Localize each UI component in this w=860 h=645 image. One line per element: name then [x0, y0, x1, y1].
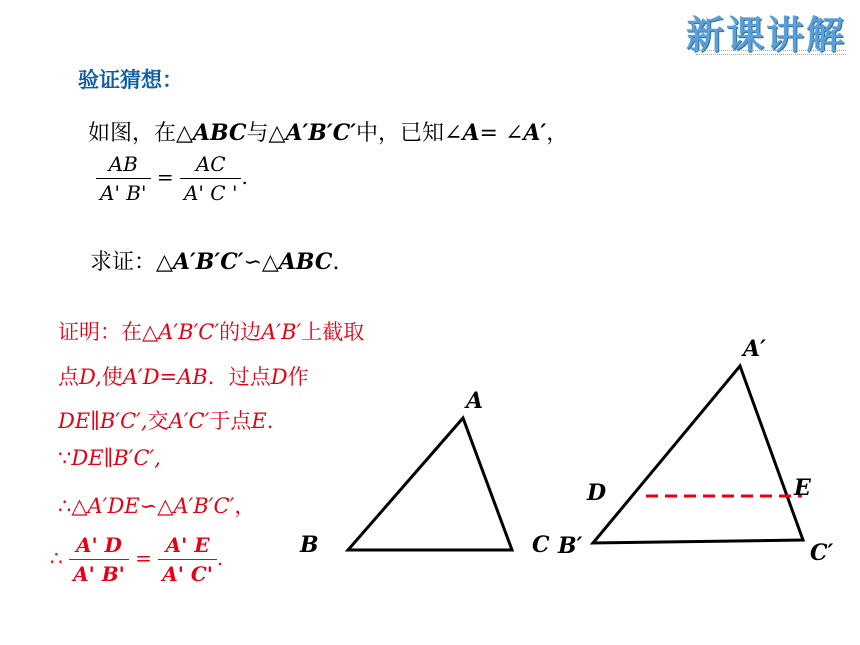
proof-term: A′B′C′ [158, 320, 220, 344]
label-big-d: D [587, 480, 607, 506]
similar-symbol: ∽△ [243, 250, 279, 275]
proof-term: DE∥B′C′, [58, 409, 148, 433]
given-text: 中，已知∠ [356, 121, 463, 146]
given-text: 与△ [246, 121, 286, 146]
fraction-numerator: AB [108, 152, 138, 176]
label-big-e: E [794, 475, 811, 501]
proof-term: D [270, 365, 288, 389]
triangle-abc: ABC [192, 120, 247, 146]
proof-term: A′B′ [261, 320, 302, 344]
angle-a-prime: A′ [523, 120, 547, 146]
proof-text: 点 [58, 365, 79, 389]
fraction-numerator: A' D [75, 533, 122, 557]
proof-text: 证明：在△ [58, 320, 159, 344]
given-text: = ∠ [479, 121, 524, 146]
label-small-c: C [532, 532, 550, 558]
period: . [216, 546, 224, 570]
proof-term: A′DE [87, 494, 140, 518]
proof-term: D, [79, 365, 102, 389]
fraction-numerator: A' E [165, 533, 210, 557]
banner-title: 新课讲解 [685, 13, 846, 57]
equals-sign: = [135, 546, 152, 570]
fraction-denominator: A' B' [69, 559, 129, 586]
proof-text: 交 [147, 409, 169, 433]
equals-sign: = [156, 165, 174, 189]
label-small-b: B [300, 532, 319, 558]
proof-text: 的边 [219, 320, 262, 344]
triangle-a-prime: A′B′C′ [285, 120, 357, 146]
fraction-numerator: AC [195, 152, 226, 176]
prove-text: 求证：△ [90, 250, 173, 275]
small-triangle-abc [348, 418, 512, 550]
given-text: ， [546, 121, 569, 146]
proof-term: A′D=AB [122, 365, 208, 389]
label-small-a: A [466, 388, 484, 414]
proof-text: ．过点 [207, 365, 271, 389]
proof-term: A′B′C′ [173, 494, 235, 518]
proof-term: DE∥B′C′, [71, 446, 161, 470]
proof-text: 使 [101, 365, 123, 389]
label-big-c: C′ [810, 540, 834, 566]
similar-symbol: ∽△ [139, 494, 174, 518]
triangle-abc: ABC [278, 249, 333, 275]
given-text: 如图，在△ [88, 121, 193, 146]
proof-term: A′C′ [168, 409, 210, 433]
triangle-a-prime: A′B′C′ [172, 249, 244, 275]
therefore-symbol: ∴ [50, 546, 63, 570]
proof-term: E. [251, 409, 274, 433]
fraction-denominator: A' C ' [180, 178, 241, 205]
label-big-b: B′ [558, 533, 583, 559]
label-big-a: A′ [743, 336, 766, 362]
period: . [332, 250, 340, 275]
proof-text: ， [234, 494, 256, 518]
proof-text: 作 [287, 365, 309, 389]
proof-text: 于点 [209, 409, 252, 433]
because-symbol: ∵ [58, 446, 72, 470]
big-triangle-a-prime [593, 366, 803, 543]
period: . [241, 165, 248, 189]
fraction-denominator: A' B' [96, 178, 151, 205]
proof-text: 上截取 [301, 320, 365, 344]
section-title: 验证猜想： [78, 68, 183, 92]
therefore-symbol: ∴△ [58, 494, 88, 518]
fraction-denominator: A' C' [158, 559, 217, 586]
angle-a: A [462, 120, 480, 146]
